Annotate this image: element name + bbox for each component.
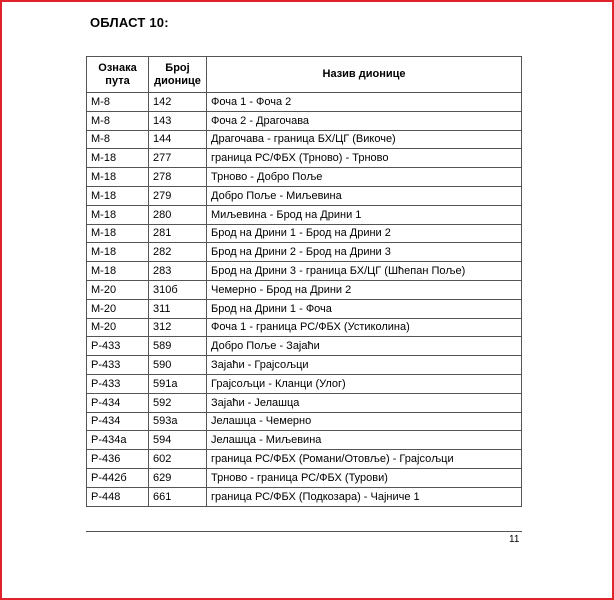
cell-road-mark: Р-433 [87, 374, 149, 393]
cell-section-number: 282 [149, 243, 207, 262]
header-section-number-line2: дионице [154, 74, 201, 87]
header-section-number [149, 57, 207, 93]
cell-road-mark: Р-436 [87, 450, 149, 469]
table-row [87, 186, 522, 205]
cell-section-name: Добро Поље - Зајаћи [207, 337, 522, 356]
table-row [87, 243, 522, 262]
cell-section-number: 594 [149, 431, 207, 450]
cell-section-number: 590 [149, 356, 207, 375]
table-row [87, 224, 522, 243]
page-footer-rule [86, 531, 522, 532]
header-road-mark-line2: пута [105, 74, 130, 87]
page-number: 11 [509, 534, 520, 545]
region-heading: ОБЛАСТ 10: [90, 15, 169, 30]
cell-section-number: 602 [149, 450, 207, 469]
cell-section-name: Брод на Дрини 1 - Брод на Дрини 2 [207, 224, 522, 243]
cell-section-name: Добро Поље - Миљевина [207, 186, 522, 205]
cell-section-name: Миљевина - Брод на Дрини 1 [207, 205, 522, 224]
table-row [87, 431, 522, 450]
cell-section-number: 661 [149, 487, 207, 506]
cell-section-number: 312 [149, 318, 207, 337]
table-row [87, 262, 522, 281]
cell-road-mark: М-8 [87, 111, 149, 130]
table-row [87, 318, 522, 337]
table-row [87, 280, 522, 299]
cell-section-name: Брод на Дрини 1 - Фоча [207, 299, 522, 318]
table-row [87, 374, 522, 393]
cell-section-name: Фоча 2 - Драгочава [207, 111, 522, 130]
cell-section-name: Чемерно - Брод на Дрини 2 [207, 280, 522, 299]
header-section-number-line1: Број [165, 61, 190, 74]
cell-section-number: 277 [149, 149, 207, 168]
cell-section-name: Фоча 1 - Фоча 2 [207, 93, 522, 112]
cell-section-number: 281 [149, 224, 207, 243]
cell-road-mark: Р-433 [87, 337, 149, 356]
cell-road-mark: М-18 [87, 205, 149, 224]
cell-section-number: 592 [149, 393, 207, 412]
cell-section-number: 279 [149, 186, 207, 205]
cell-section-number: 629 [149, 468, 207, 487]
table-row [87, 337, 522, 356]
cell-section-number: 311 [149, 299, 207, 318]
cell-road-mark: М-20 [87, 318, 149, 337]
table-row [87, 168, 522, 187]
cell-section-number: 283 [149, 262, 207, 281]
cell-section-number: 278 [149, 168, 207, 187]
cell-road-mark: М-18 [87, 243, 149, 262]
table-row [87, 412, 522, 431]
cell-section-number: 591а [149, 374, 207, 393]
table-row [87, 393, 522, 412]
table-row [87, 130, 522, 149]
cell-section-name: Зајаћи - Јелашца [207, 393, 522, 412]
cell-road-mark: М-20 [87, 280, 149, 299]
table-row [87, 205, 522, 224]
cell-section-name: Грајсољци - Кланци (Улог) [207, 374, 522, 393]
cell-section-name: граница РС/ФБХ (Подкозара) - Чајниче 1 [207, 487, 522, 506]
cell-road-mark: Р-434 [87, 393, 149, 412]
cell-road-mark: Р-433 [87, 356, 149, 375]
cell-section-number: 280 [149, 205, 207, 224]
table-row [87, 356, 522, 375]
header-road-mark-line1: Ознака [98, 61, 137, 74]
header-road-mark [87, 57, 149, 93]
road-sections-table [86, 56, 522, 507]
cell-section-number: 143 [149, 111, 207, 130]
cell-section-name: граница РС/ФБХ (Романи/Отовље) - Грајсољци [207, 450, 522, 469]
cell-section-name: Зајаћи - Грајсољци [207, 356, 522, 375]
cell-section-number: 310б [149, 280, 207, 299]
table-header-row [87, 57, 522, 93]
cell-section-name: Брод на Дрини 2 - Брод на Дрини 3 [207, 243, 522, 262]
table-row [87, 299, 522, 318]
cell-road-mark: М-18 [87, 149, 149, 168]
cell-road-mark: Р-434а [87, 431, 149, 450]
cell-road-mark: М-18 [87, 186, 149, 205]
cell-road-mark: М-20 [87, 299, 149, 318]
cell-section-name: Јелашца - Чемерно [207, 412, 522, 431]
cell-road-mark: М-18 [87, 224, 149, 243]
cell-section-name: граница РС/ФБХ (Трново) - Трново [207, 149, 522, 168]
cell-section-name: Трново - граница РС/ФБХ (Турови) [207, 468, 522, 487]
header-section-name: Назив дионице [207, 57, 522, 93]
cell-section-name: Јелашца - Миљевина [207, 431, 522, 450]
cell-section-number: 144 [149, 130, 207, 149]
cell-road-mark: Р-434 [87, 412, 149, 431]
cell-section-number: 142 [149, 93, 207, 112]
cell-road-mark: М-8 [87, 93, 149, 112]
cell-road-mark: Р-442б [87, 468, 149, 487]
table-row [87, 487, 522, 506]
cell-section-name: Фоча 1 - граница РС/ФБХ (Устиколина) [207, 318, 522, 337]
cell-section-name: Брод на Дрини 3 - граница БХ/ЦГ (Шћепан Поље) [207, 262, 522, 281]
cell-section-number: 593а [149, 412, 207, 431]
cell-road-mark: М-8 [87, 130, 149, 149]
table-row [87, 450, 522, 469]
table-row [87, 93, 522, 112]
cell-road-mark: М-18 [87, 262, 149, 281]
table-row [87, 468, 522, 487]
cell-section-name: Драгочава - граница БХ/ЦГ (Викоче) [207, 130, 522, 149]
table-row [87, 149, 522, 168]
cell-section-number: 589 [149, 337, 207, 356]
cell-road-mark: М-18 [87, 168, 149, 187]
cell-section-name: Трново - Добро Поље [207, 168, 522, 187]
table-row [87, 111, 522, 130]
cell-road-mark: Р-448 [87, 487, 149, 506]
